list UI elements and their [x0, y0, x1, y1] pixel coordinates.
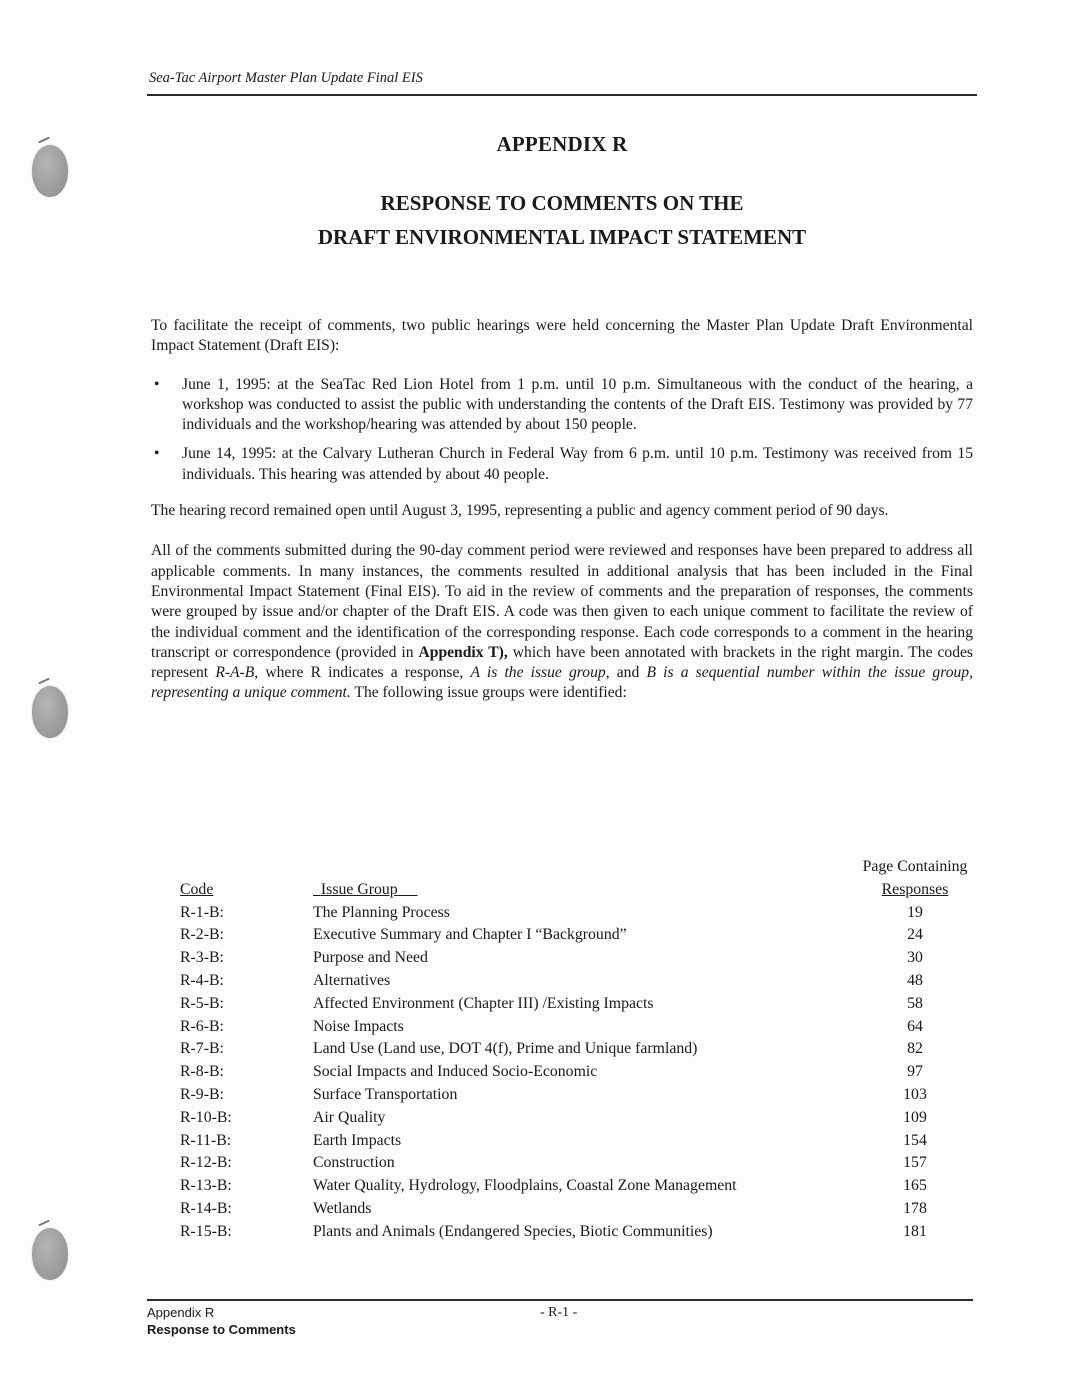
issue-cell: Earth Impacts — [313, 1131, 402, 1149]
footer-section: Appendix R — [147, 1305, 215, 1320]
issue-cell: Plants and Animals (Endangered Species, Biotic Communities) — [313, 1222, 713, 1240]
page-cell: 157 — [903, 1154, 927, 1172]
table-row — [180, 1172, 980, 1195]
code-cell: R-9-B: — [180, 1085, 224, 1103]
code-cell: R-11-B: — [180, 1131, 232, 1149]
issue-cell: Purpose and Need — [313, 949, 428, 967]
running-title: Sea-Tac Airport Master Plan Update Final EIS — [149, 70, 423, 86]
issue-group-table — [180, 854, 980, 1241]
issue-cell: Noise Impacts — [313, 1017, 404, 1035]
issue-cell: Surface Transportation — [313, 1085, 458, 1103]
text-span: , where R indicates a response, — [254, 664, 471, 682]
page-cell: 181 — [903, 1222, 927, 1240]
code-cell: R-4-B: — [180, 971, 224, 989]
page-cell: 58 — [907, 994, 923, 1012]
table-row — [180, 922, 980, 945]
record-paragraph: The hearing record remained open until August 3, 1995, representing a public and agency comment period of 90 days. — [151, 502, 889, 520]
body-text — [151, 316, 973, 704]
page-cell: 64 — [907, 1017, 923, 1035]
page-cell: 103 — [903, 1085, 927, 1103]
table-row — [180, 1036, 980, 1059]
table-row — [180, 1218, 980, 1241]
text-span: which have been annotated with brackets in the right margin. The codes represent — [151, 643, 973, 682]
header-rule — [147, 94, 977, 96]
issue-cell: Affected Environment (Chapter III) /Existing Impacts — [313, 994, 654, 1012]
hearings-list — [151, 375, 973, 485]
table-header-row-top — [180, 854, 980, 876]
page-cell: 109 — [903, 1108, 927, 1126]
page-header-line1: Page Containing — [862, 858, 968, 875]
footer-subtitle: Response to Comments — [147, 1322, 296, 1337]
table-row — [180, 1013, 980, 1036]
title-line-2: DRAFT ENVIRONMENTAL IMPACT STATEMENT — [317, 225, 807, 249]
issue-cell: Executive Summary and Chapter I “Background” — [313, 926, 627, 944]
italic-b-definition: B is a sequential number within the issue group, representing a unique comment. — [151, 664, 974, 702]
hearing-text: June 14, 1995: at the Calvary Lutheran Church in Federal Way from 6 p.m. until 10 p.m. Testimony was received from 15 individuals. This hearing was attended by about 40 people. — [182, 445, 973, 483]
table-row — [180, 1058, 980, 1081]
page-cell: 30 — [907, 949, 923, 967]
table-row — [180, 944, 980, 967]
issue-cell: Water Quality, Hydrology, Floodplains, Coastal Zone Management — [313, 1177, 737, 1195]
appendix-t-reference: Appendix T), — [418, 643, 508, 661]
text-span: The following issue groups were identified: — [350, 684, 627, 702]
issue-cell: The Planning Process — [313, 903, 450, 921]
code-cell: R-2-B: — [180, 926, 224, 944]
code-cell: R-6-B: — [180, 1017, 224, 1035]
text-span: , and — [605, 664, 647, 682]
code-column-header: Code — [180, 880, 214, 898]
punch-hole-top — [32, 145, 68, 197]
code-cell: R-5-B: — [180, 994, 224, 1012]
table-row — [180, 1127, 980, 1150]
codes-paragraph — [151, 541, 973, 703]
appendix-heading: APPENDIX R — [496, 132, 628, 156]
page-header — [147, 70, 977, 96]
page-footer — [147, 1299, 973, 1338]
text-span: All of the comments submitted during the 90-day comment period were reviewed and responses have been prepared to address all applicable comments. In many instances, the comments resulted in additional analysis that has been included in the Final Environmental Impact Statement (Final EIS). To aid in the review of comments and the preparation of responses, the comments were grouped by issue and/or chapter of the Draft EIS. A code was then given to each unique comment to facilitate the review of the individual comment and the identification of the corresponding response. Each code corresponds to a comment in the hearing transcript or correspondence (provided in — [151, 542, 973, 661]
hearing-item — [151, 444, 973, 485]
bullet-icon: • — [154, 445, 160, 463]
table-row — [180, 1150, 980, 1173]
code-cell: R-1-B: — [180, 903, 224, 921]
intro-paragraph: To facilitate the receipt of comments, two public hearings were held concerning the Master Plan Update Draft Environmental Impact Statement (Draft EIS): — [151, 317, 973, 355]
page-number: - R-1 - — [540, 1305, 578, 1320]
table-row — [180, 990, 980, 1013]
table-body — [180, 899, 980, 1241]
page-cell: 48 — [907, 971, 923, 989]
code-cell: R-12-B: — [180, 1154, 232, 1172]
hearing-text: June 1, 1995: at the SeaTac Red Lion Hotel from 1 p.m. until 10 p.m. Simultaneous with the conduct of the hearing, a workshop was conducted to assist the public with understanding the contents of the Draft EIS. Testimony was provided by 77 individuals and the workshop/hearing was attended by about 150 people. — [182, 375, 973, 434]
code-cell: R-8-B: — [180, 1063, 224, 1081]
table-row — [180, 1081, 980, 1104]
code-cell: R-7-B: — [180, 1040, 224, 1058]
code-cell: R-14-B: — [180, 1199, 232, 1217]
page-cell: 97 — [907, 1063, 923, 1081]
issue-cell: Air Quality — [313, 1108, 386, 1126]
table-row — [180, 967, 980, 990]
issue-cell: Alternatives — [313, 971, 391, 989]
issue-cell: Land Use (Land use, DOT 4(f), Prime and Unique farmland) — [313, 1040, 698, 1058]
punch-hole-middle — [32, 686, 68, 738]
page-cell: 19 — [907, 903, 923, 921]
page-cell: 178 — [903, 1199, 927, 1217]
bullet-icon: • — [154, 375, 160, 393]
footer-row — [147, 1304, 973, 1338]
hearing-item — [151, 375, 973, 436]
footer-rule — [147, 1299, 973, 1301]
issue-cell: Social Impacts and Induced Socio-Economic — [313, 1063, 598, 1081]
table-row — [180, 1104, 980, 1127]
table-row — [180, 1195, 980, 1218]
issue-group-header-text: Issue Group — [320, 880, 398, 898]
table-header-row — [180, 876, 980, 899]
code-format: R-A-B — [215, 664, 255, 682]
code-cell: R-3-B: — [180, 949, 224, 967]
page-cell: 24 — [907, 926, 923, 944]
issue-group-column-header — [313, 881, 417, 898]
table-row — [180, 899, 980, 922]
page-cell: 165 — [903, 1177, 927, 1195]
italic-a-definition: A is the issue group — [470, 664, 606, 682]
page-cell: 82 — [907, 1040, 923, 1058]
code-cell: R-15-B: — [180, 1222, 232, 1240]
issue-cell: Wetlands — [313, 1199, 372, 1217]
page-cell: 154 — [903, 1131, 927, 1149]
title-line-1: RESPONSE TO COMMENTS ON THE — [380, 191, 744, 215]
code-cell: R-10-B: — [180, 1108, 232, 1126]
issue-cell: Construction — [313, 1154, 395, 1172]
punch-hole-bottom — [32, 1228, 68, 1280]
page-column-header: Responses — [881, 880, 949, 898]
code-cell: R-13-B: — [180, 1177, 232, 1195]
title-block — [147, 132, 977, 250]
